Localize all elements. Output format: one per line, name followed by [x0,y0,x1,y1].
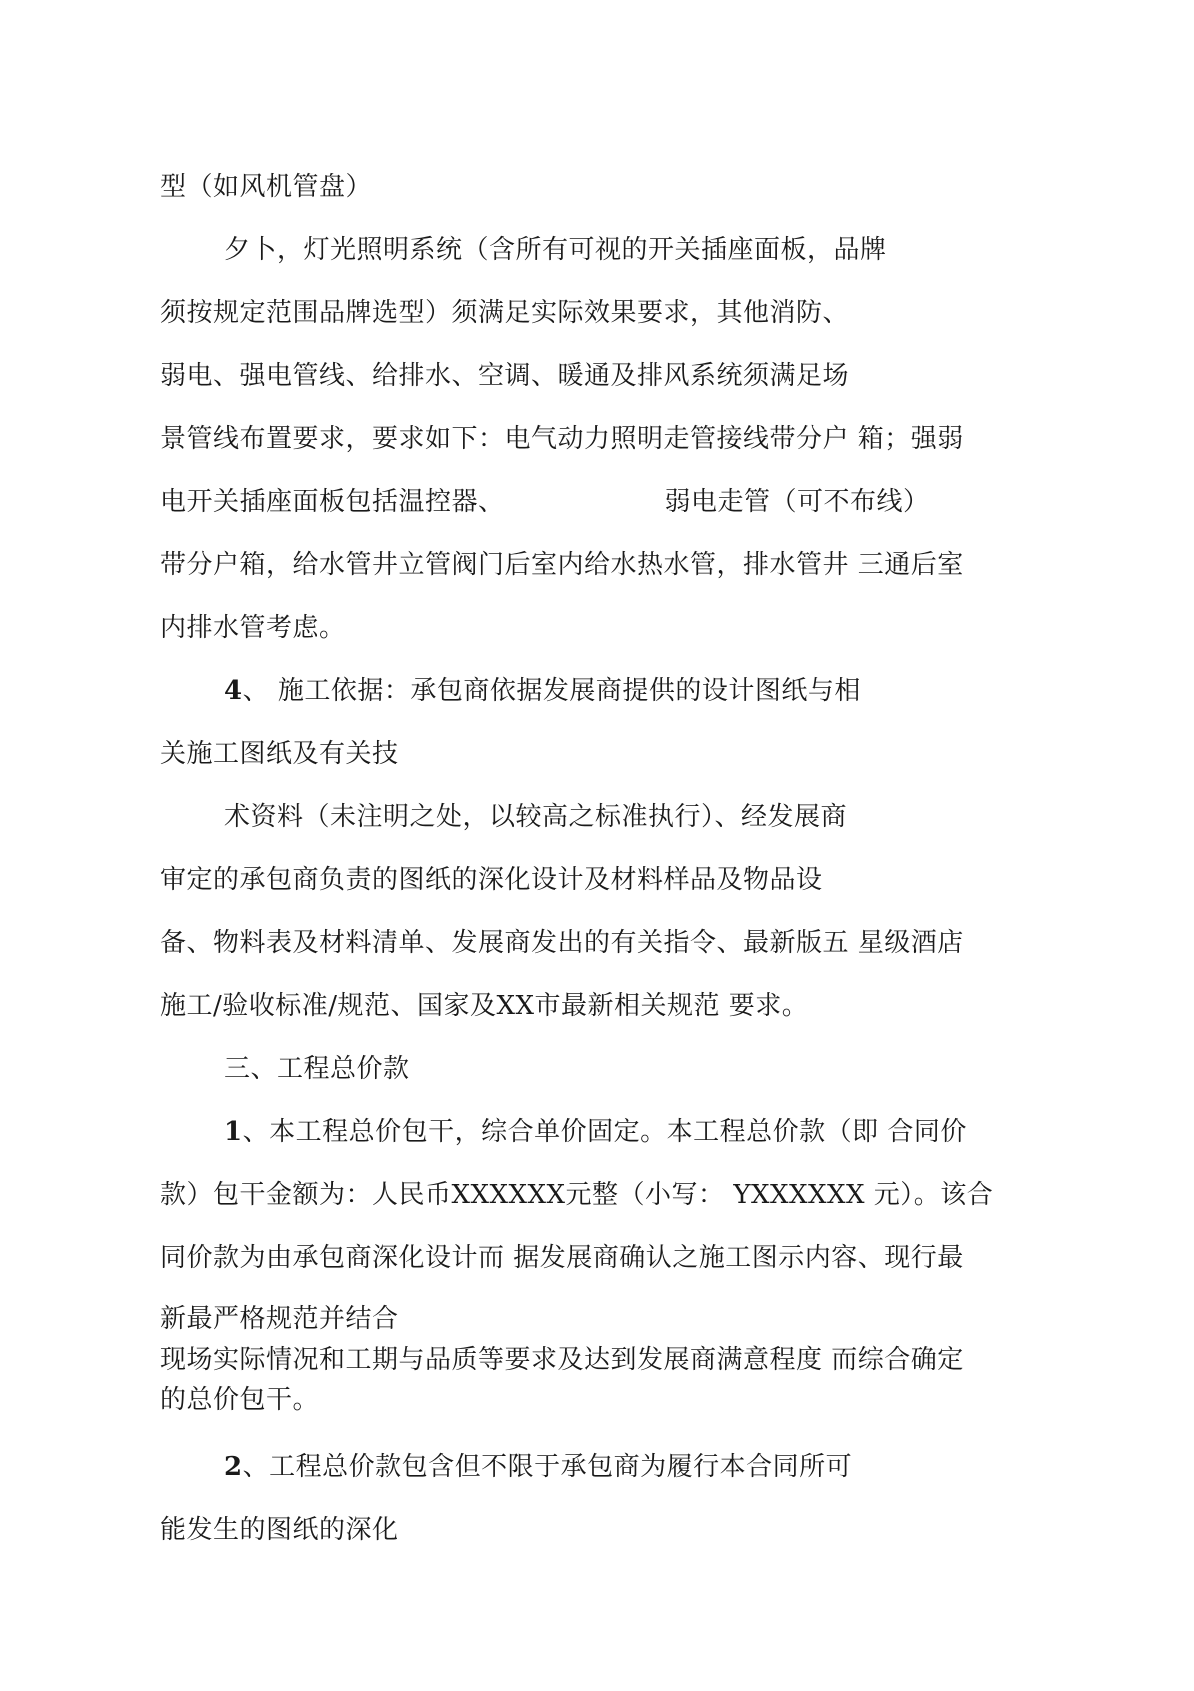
text-line: 的总价包干。 [160,1385,320,1415]
text-line: 景管线布置要求，要求如下：电气动力照明走管接线带分户 箱；强弱 [160,424,964,454]
text-line: 新最严格规范并结合 [160,1304,399,1334]
text-line: 关施工图纸及有关技 [160,739,399,769]
item-text: 、本工程总价包干，综合单价固定。本工程总价款（即 合同价 [242,1117,967,1147]
text-line: 能发生的图纸的深化 [160,1515,399,1545]
text-line: 夕卜，灯光照明系统（含所有可视的开关插座面板，品牌 [224,235,887,265]
text-segment: 电开关插座面板包括温控器、 [160,487,505,517]
section-item-1 [224,1115,967,1149]
section-item-2 [224,1450,852,1484]
text-line: 施工/验收标准/规范、国家及XX市最新相关规范 要求。 [160,991,809,1021]
text-line: 现场实际情况和工期与品质等要求及达到发展商满意程度 而综合确定 [160,1345,964,1375]
item-text: 、 施工依据：承包商依据发展商提供的设计图纸与相 [242,676,861,706]
text-line: 同价款为由承包商深化设计而 据发展商确认之施工图示内容、现行最 [160,1243,964,1273]
text-line: 内排水管考虑。 [160,613,346,643]
section-heading: 三、工程总价款 [224,1054,410,1084]
text-line: 术资料（未注明之处，以较高之标准执行）、经发展商 [224,802,848,832]
text-line: 审定的承包商负责的图纸的深化设计及材料样品及物品设 [160,865,823,895]
text-line: 须按规定范围品牌选型）须满足实际效果要求，其他消防、 [160,298,850,328]
item-number: 2 [224,1452,243,1482]
text-line [160,485,930,519]
text-line: 带分户箱，给水管井立管阀门后室内给水热水管，排水管井 三通后室 [160,550,964,580]
text-line: 备、物料表及材料清单、发展商发出的有关指令、最新版五 星级酒店 [160,928,964,958]
text-line: 弱电、强电管线、给排水、空调、暖通及排风系统须满足场 [160,361,850,391]
item-text: 、工程总价款包含但不限于承包商为履行本合同所可 [242,1452,853,1482]
text-line: 型（如风机管盘） [160,172,373,202]
text-line: 款）包干金额为：人民币XXXXXX元整（小写： YXXXXXX 元）。该合 [160,1180,994,1210]
text-segment: 弱电走管（可不布线） [664,487,930,517]
item-number: 1 [224,1117,243,1147]
section-item-4 [224,674,861,708]
item-number: 4 [224,676,243,706]
